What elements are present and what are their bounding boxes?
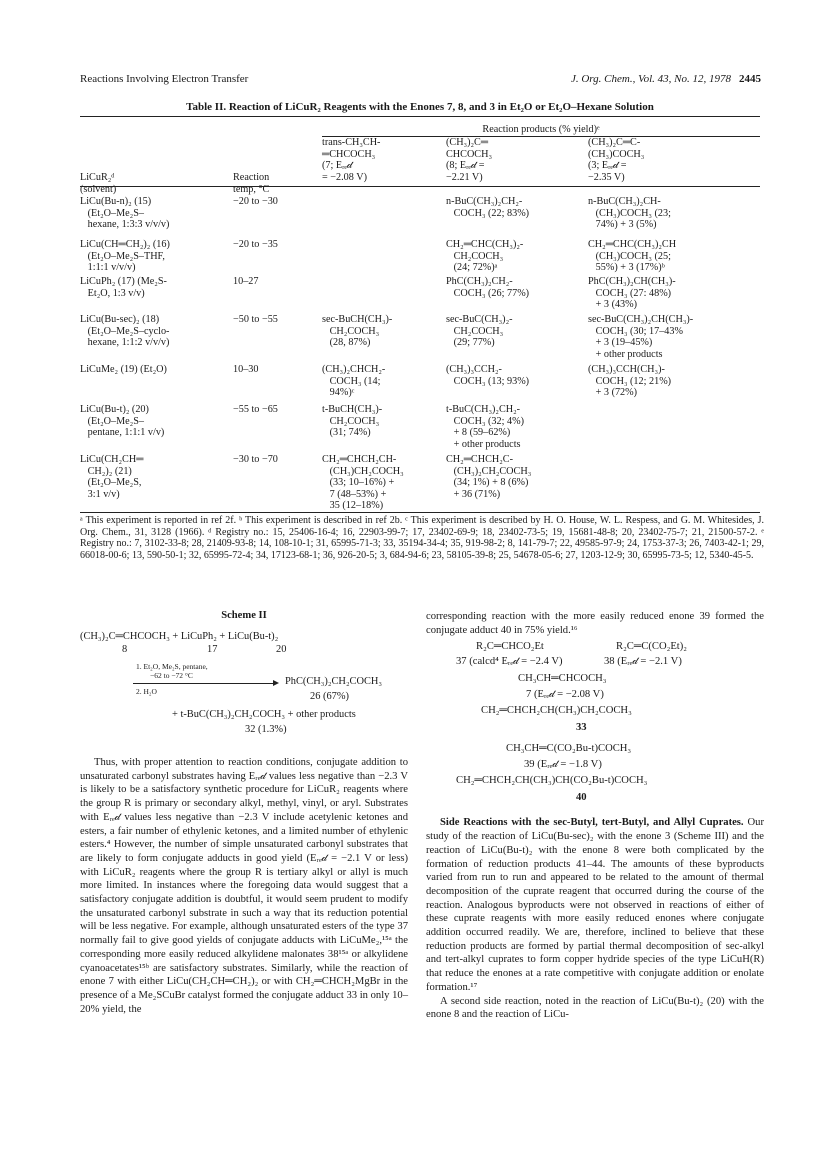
row-p3: CH₂═CHC(CH₃)₂CH (CH₃)COCH₃ (25; 55%) + 3 (17%)ᵇ <box>588 239 677 273</box>
col-header-enone3: (CH₃)₂C═C- (CH₃)COCH₃ (3; Eᵣₑ𝒹 = −2.35 V) <box>588 137 645 183</box>
row-reagent: LiCu(Bu-t)₂ (20) (Et₂O–Me₂S– pentane, 1:1:1 v/v) <box>80 404 165 438</box>
row-p8: n-BuC(CH₃)₂CH₂- COCH₃ (22; 83%) <box>446 196 530 219</box>
compound-40: CH₂═CHCH₂CH(CH₃)CH(CO₂Bu-t)COCH₃ <box>456 775 648 787</box>
right-column <box>426 610 764 1022</box>
row-p3: sec-BuC(CH₃)₂CH(CH₃)- COCH₃ (30; 17–43% + 3 (19–45%) + other products <box>588 314 694 360</box>
scheme-product-2-label: 32 (1.3%) <box>245 724 287 735</box>
body-paragraph: A second side reaction, noted in the reaction of LiCu(Bu-t)₂ (20) with the enone 8 and the reaction of LiCu- <box>426 995 764 1021</box>
body-paragraph: corresponding reaction with the more easily reduced enone 39 formed the conjugate adduct 40 in 75% yield.¹⁶ <box>426 611 764 636</box>
compound-37: R₂C═CHCO₂Et <box>476 641 544 653</box>
scheme-condition-1: 1. Et₂O, Me₂S, pentane, <box>136 662 208 671</box>
scheme-label-17: 17 <box>207 644 218 655</box>
scheme-condition-2: 2. H₂O <box>136 687 157 696</box>
row-p7: (CH₃)₂CHCH₂- COCH₃ (14; 94%)ᶜ <box>322 364 386 398</box>
running-header-left: Reactions Involving Electron Transfer <box>80 73 249 85</box>
scheme-label-8: 8 <box>122 644 128 655</box>
col-header-temp: Reaction temp, °C <box>233 172 270 195</box>
row-temp: −30 to −70 <box>233 454 278 465</box>
row-p8: (CH₃)₃CCH₂- COCH₃ (13; 93%) <box>446 364 530 387</box>
row-p8: CH₂═CHC(CH₃)₂- CH₂COCH₃ (24; 72%)ᵃ <box>446 239 524 273</box>
compound-40-label: 40 <box>576 792 587 804</box>
reaction-arrow <box>133 683 276 684</box>
col-header-enone8: (CH₃)₂C═ CHCOCH₃ (8; Eᵣₑ𝒹 = −2.21 V) <box>446 137 493 183</box>
compound-7: CH₃CH═CHCOCH₃ <box>518 673 607 685</box>
compound-33-label: 33 <box>576 722 587 734</box>
scheme-condition-1b: −62 to −72 °C <box>150 671 193 680</box>
row-p3: PhC(CH₃)₂CH(CH₃)- COCH₃ (27: 48%) + 3 (43%) <box>588 276 676 310</box>
scheme-reactants: (CH₃)₂C═CHCOCH₃ + LiCuPh₂ + LiCu(Bu-t)₂ <box>80 631 279 642</box>
table-header-rule <box>80 186 760 187</box>
table-bottom-rule <box>80 512 760 513</box>
table-footnote: ᵃ This experiment is reported in ref 2f. ᵇ This experiment is described in ref 2b. ᶜ This experiment is described by H. O. House, W. L. Respess, and G. M. Whitesides, J. Org. Chem., 31, 3128 (1966). ᵈ Registry no.: 15, 25406-16-4; 16, 22903-99-7; 17, 23402-69-9; 18, 23402-73-5; 19, 15681-48-8; 20, 23402-75-7; 21, 21500-57-2. ᵉ Registry no.: 7, 3102-33-8; 28, 21409-93-8; 14, 108-10-1; 31, 65995-71-3; 33, 35194-34-4; 35, 919-98-2; 8, 141-79-7; 22, 49585-97-9; 24, 1753-37-3; 26, 7403-42-1; 29, 66018-00-6; 13, 590-50-1; 32, 65995-72-4; 34, 17123-68-1; 36, 926-20-5; 3, 684-94-6; 23, 58105-39-8; 25, 54678-05-6; 27, 1203-12-9; 30, 65995-73-5; 12, 5340-45-5. <box>80 515 764 561</box>
row-p7: CH₂═CHCH₂CH- (CH₃)CH₂COCH₃ (33; 10–16%) + 7 (48–53%) + 35 (12–18%) <box>322 454 404 511</box>
row-temp: −50 to −55 <box>233 314 278 325</box>
section-heading: Side Reactions with the sec-Butyl, tert-Butyl, and Allyl Cuprates. <box>440 817 744 829</box>
scheme-ii <box>80 631 408 776</box>
row-p8: sec-BuC(CH₃)₂- CH₂COCH₃ (29; 77%) <box>446 314 513 348</box>
col-header-enone7: trans-CH₃CH- ═CHCOCH₃ (7; Eᵣₑ𝒹 = −2.08 V) <box>322 137 381 183</box>
row-reagent: LiCu(CH═CH₂)₂ (16) (Et₂O–Me₂S–THF, 1:1:1 v/v/v) <box>80 239 170 273</box>
row-p8: PhC(CH₃)₂CH₂- COCH₃ (26; 77%) <box>446 276 530 299</box>
compound-38: R₂C═C(CO₂Et)₂ <box>616 641 687 653</box>
products-header: Reaction products (% yield)ᵉ <box>482 124 600 135</box>
row-temp: −20 to −35 <box>233 239 278 250</box>
compound-37-label: 37 (calcd⁴ Eᵣₑ𝒹 = −2.4 V) <box>456 656 563 668</box>
row-temp: −20 to −30 <box>233 196 278 207</box>
row-temp: −55 to −65 <box>233 404 278 415</box>
running-header-right <box>571 73 761 85</box>
compound-33: CH₂═CHCH₂CH(CH₃)CH₂COCH₃ <box>481 705 632 717</box>
compound-39: CH₃CH═C(CO₂Bu-t)COCH₃ <box>506 743 632 755</box>
row-p3: (CH₃)₃CCH(CH₃)- COCH₃ (12; 21%) + 3 (72%) <box>588 364 672 398</box>
row-p3: n-BuC(CH₃)₂CH- (CH₃)COCH₃ (23; 74%) + 3 (5%) <box>588 196 671 230</box>
row-p8: t-BuC(CH₃)₂CH₂- COCH₃ (32; 4%) + 8 (59–62%) + other products <box>446 404 524 450</box>
compound-38-label: 38 (Eᵣₑ𝒹 = −2.1 V) <box>604 656 682 668</box>
row-p8: CH₂═CHCH₂C- (CH₃)₂CH₂COCH₃ (34; 1%) + 8 (6%) + 36 (71%) <box>446 454 532 500</box>
row-p7: sec-BuCH(CH₃)- CH₂COCH₃ (28, 87%) <box>322 314 393 348</box>
table-title: Table II. Reaction of LiCuR₂ Reagents with the Enones 7, 8, and 3 in Et₂O or Et₂O–Hexane Solution <box>186 101 654 113</box>
row-p7: t-BuCH(CH₃)- CH₂COCH₃ (31; 74%) <box>322 404 383 438</box>
compound-39-label: 39 (Eᵣₑ𝒹 = −1.8 V) <box>524 759 602 771</box>
scheme-product-2: + t-BuC(CH₃)₂CH₂COCH₃ + other products <box>172 709 356 720</box>
journal-citation: J. Org. Chem., Vol. 43, No. 12, 1978 <box>570 73 731 85</box>
row-reagent: LiCu(Bu-n)₂ (15) (Et₂O–Me₂S– hexane, 1:3:3 v/v/v) <box>80 196 170 230</box>
row-reagent: LiCu(CH₂CH═ CH₂)₂ (21) (Et₂O–Me₂S, 3:1 v/v) <box>80 454 144 500</box>
left-column <box>80 610 408 1016</box>
scheme-product-1: PhC(CH₃)₂CH₂COCH₃ <box>285 676 383 687</box>
col-header-reagent: LiCuR₂ᵈ (solvent) <box>80 172 117 195</box>
compound-list <box>426 637 764 862</box>
row-reagent: LiCuPh₂ (17) (Me₂S- Et₂O, 1:3 v/v) <box>80 276 167 299</box>
table-top-rule <box>80 116 760 117</box>
body-paragraph: Thus, with proper attention to reaction conditions, conjugate addition to unsaturated carbonyl substrates having Eᵣₑ𝒹 values less negative than −2.3 V is likely to be a satisfactory synthetic procedure for LiCuR₂ reagents where the group R is primary or secondary alkyl, methyl, vinyl, or aryl. Substrates with Eᵣₑ𝒹 values less negative than −2.3 V include acetylenic ketones and esters, a fair number of ethylenic ketones, and a limited number of ethylenic esters.⁴ However, the number of simple unsaturated carbonyl substrates that are likely to form conjugate adducts in good yield (Eᵣₑ𝒹 = −2.1 V or less) with LiCuR₂ reagents where the group R is tertiary alkyl or allyl is much more limited. In instances where the foregoing data would suggest that a satisfactory conjugate addition is doubtful, it would seem prudent to modify the unsaturated carbonyl substrate in such a way that its reduction potential will be less negative. For example, although unsaturated esters of the type 37 normally fail to give good yields of conjugate adducts with LiCuMe₂,¹⁵ᵃ the corresponding more easily reduced alkylidene malonates 38¹⁵ᵃ or alkylidene cyanoacetates¹⁵ᵇ are satisfactory substrates. Similarly, while the reaction of enone 7 with either LiCu(CH₂CH═CH₂)₂ or with CH₂═CHCH₂MgBr in the presence of a Me₂SCuBr catalyst formed the conjugate adduct 33 in only 10–20% yield, the <box>80 757 408 1015</box>
scheme-product-1-label: 26 (67%) <box>310 691 349 702</box>
compound-7-label: 7 (Eᵣₑ𝒹 = −2.08 V) <box>526 689 604 701</box>
row-temp: 10–27 <box>233 276 259 287</box>
products-header-rule <box>322 136 760 137</box>
row-temp: 10–30 <box>233 364 259 375</box>
scheme-title: Scheme II <box>221 610 267 621</box>
row-reagent: LiCu(Bu-sec)₂ (18) (Et₂O–Me₂S–cyclo- hexane, 1:1:2 v/v/v) <box>80 314 170 348</box>
row-reagent: LiCuMe₂ (19) (Et₂O) <box>80 364 167 375</box>
page-number: 2445 <box>739 73 761 85</box>
reaction-arrowhead <box>273 680 279 686</box>
scheme-label-20: 20 <box>276 644 287 655</box>
section-text: Our study of the reaction of LiCu(Bu-sec)₂ with the enone 3 (Scheme III) and the reaction of LiCu(Bu-t)₂ with the enone 8 were both complicated by the formation of reduction products 41–44. The amounts of these byproducts varied from run to run and appeared to be related to the amount of thermal decomposition of the cuprate reagent that occurred during the course of the reaction. Analogous byproducts were not observed in reactions of either of these cuprate reagents with more easily reduced enones where conjugate addition occurred readily. We are, therefore, inclined to believe that these reduction products are formed by partial thermal decomposition of sec-alkyl and tert-alkyl cuprates to form copper hydride species of the type LiCuH(R) that reduce the enones at a rate competitive with conjugate addition or enolate formation.¹⁷ <box>426 817 764 993</box>
